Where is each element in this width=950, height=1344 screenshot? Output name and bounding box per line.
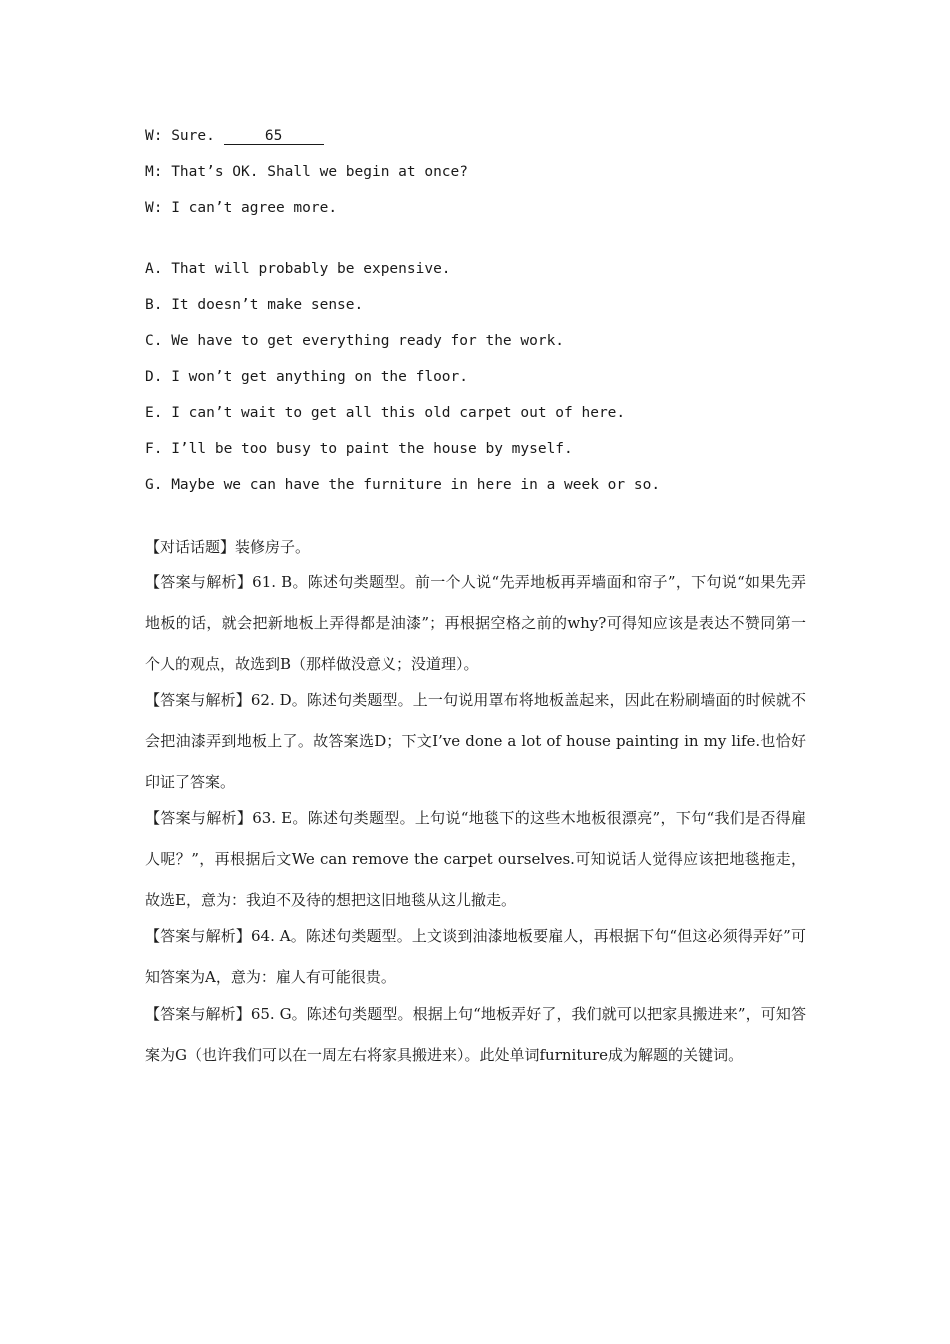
- dialogue-line-w-sure: [145, 128, 324, 145]
- answer-tag: 【答案与解析】: [145, 1005, 251, 1023]
- answer-tag: 【答案与解析】: [145, 573, 253, 591]
- dialogue-text: W: Sure.: [145, 128, 215, 144]
- answer-paragraph-64: [145, 916, 806, 998]
- option-e: E. I can’t wait to get all this old carpet out of here.: [145, 405, 626, 421]
- answer-tag: 【答案与解析】: [145, 809, 253, 827]
- topic-tag: 【对话话题】: [145, 538, 236, 556]
- answer-paragraph-63: [145, 798, 806, 921]
- answer-paragraph-65: [145, 994, 806, 1076]
- answer-tag: 【答案与解析】: [145, 927, 252, 945]
- topic-text: 装修房子。: [235, 538, 311, 556]
- answer-text: 63. E。陈述句类题型。上句说“地毯下的这些木地板很漂亮”，下句“我们是否得雇人呢？”，再根据后文We can remove the carpet ourselves.可知说话人觉得应该把地毯拖走，故选E，意为：我迫不及待的想把这旧地毯从这儿撤走。: [145, 809, 806, 909]
- dialogue-line-w: W: I can’t agree more.: [145, 200, 338, 216]
- answer-paragraph-62: [145, 680, 806, 803]
- option-a: A. That will probably be expensive.: [145, 261, 451, 277]
- option-f: F. I’ll be too busy to paint the house by myself.: [145, 441, 573, 457]
- answer-text: 65. G。陈述句类题型。根据上句“地板弄好了，我们就可以把家具搬进来”，可知答案为G（也许我们可以在一周左右将家具搬进来）。此处单词furniture成为解题的关键词。: [145, 1005, 806, 1064]
- answer-paragraph-61: [145, 562, 806, 685]
- option-d: D. I won’t get anything on the floor.: [145, 369, 469, 385]
- option-c: C. We have to get everything ready for the work.: [145, 333, 565, 349]
- answer-tag: 【答案与解析】: [145, 691, 251, 709]
- option-b: B. It doesn’t make sense.: [145, 297, 364, 313]
- dialogue-line-m: M: That’s OK. Shall we begin at once?: [145, 164, 469, 180]
- answer-text: 61. B。陈述句类题型。前一个人说“先弄地板再弄墙面和帘子”，下句说“如果先弄地板的话，就会把新地板上弄得都是油漆”；再根据空格之前的why?可得知应该是表达不赞同第一个人的观点，故选到B（那样做没意义；没道理）。: [145, 573, 806, 673]
- answer-blank-65: 65: [224, 128, 324, 145]
- answer-text: 62. D。陈述句类题型。上一句说用罩布将地板盖起来，因此在粉刷墙面的时候就不会把油漆弄到地板上了。故答案选D；下文I’ve done a lot of house painting in my life.也恰好印证了答案。: [145, 691, 806, 791]
- option-g: G. Maybe we can have the furniture in here in a week or so.: [145, 477, 661, 493]
- answer-text: 64. A。陈述句类题型。上文谈到油漆地板要雇人，再根据下句“但这必须得弄好”可知答案为A，意为：雇人有可能很贵。: [145, 927, 806, 986]
